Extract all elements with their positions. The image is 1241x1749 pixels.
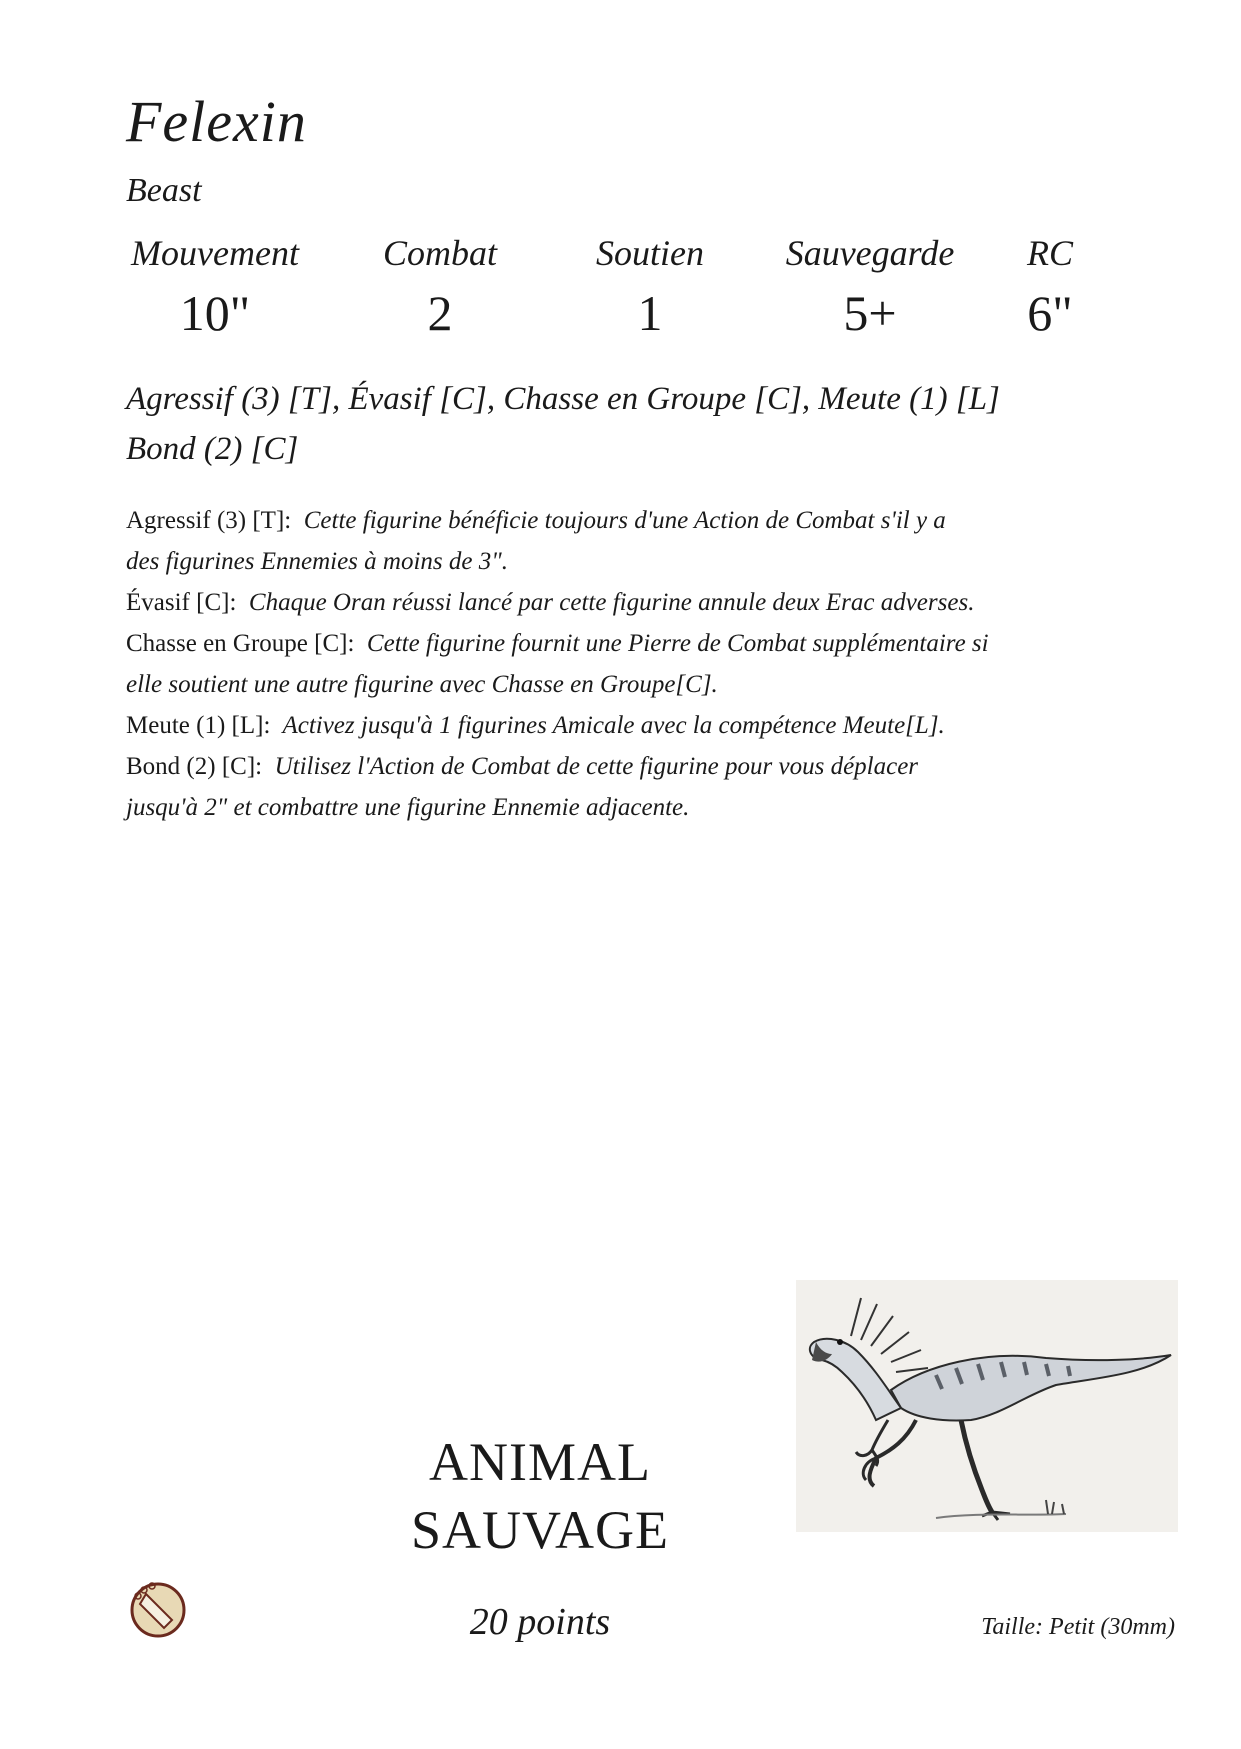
stat-label: Soutien — [596, 233, 704, 273]
rule-text: Utilisez l'Action de Combat de cette figurine pour vous déplacer — [274, 753, 919, 780]
rule-text: Chaque Oran réussi lancé par cette figurine annule deux Erac adverses. — [248, 589, 975, 616]
stat-value: 10" — [179, 285, 251, 341]
stat-value: 1 — [637, 285, 663, 341]
rule-text: Activez jusqu'à 1 figurines Amicale avec la compétence Meute[L]. — [282, 712, 945, 739]
rule-evasif — [126, 582, 1116, 623]
stats-table — [120, 232, 1110, 342]
rule-name: Agressif (3) [T]: — [126, 507, 292, 534]
stat-value: 6" — [1027, 285, 1073, 341]
faction-badge-icon — [126, 1576, 190, 1640]
rule-name: Évasif [C]: — [126, 589, 237, 616]
rule-agressif — [126, 500, 1116, 541]
rule-text: Cette figurine bénéficie toujours d'une Action de Combat s'il y a — [303, 507, 946, 534]
rule-chasse-en-groupe — [126, 623, 1116, 664]
rule-text: Cette figurine fournit une Pierre de Combat supplémentaire si — [366, 630, 989, 657]
card-title: Felexin — [126, 89, 307, 154]
stat-mouvement — [120, 232, 310, 342]
rule-bond — [126, 746, 1116, 787]
rule-meute — [126, 705, 1116, 746]
rule-continuation: jusqu'à 2" et combattre une figurine Ennemie adjacente. — [126, 794, 690, 821]
rule-continuation: elle soutient une autre figurine avec Chasse en Groupe[C]. — [126, 671, 718, 698]
ability-line: Bond (2) [C] — [126, 431, 299, 467]
faction-label — [290, 1428, 790, 1564]
rule-name: Bond (2) [C]: — [126, 753, 263, 780]
stat-label: Sauvegarde — [785, 233, 955, 273]
stat-soutien — [560, 232, 740, 342]
stat-value: 5+ — [843, 285, 897, 341]
stat-label: RC — [1026, 233, 1073, 273]
faction-line: ANIMAL — [429, 1432, 651, 1492]
stat-combat — [350, 232, 530, 342]
ability-list — [126, 374, 1106, 474]
creature-illustration — [796, 1280, 1178, 1532]
faction-line: SAUVAGE — [410, 1500, 670, 1560]
rule-name: Chasse en Groupe [C]: — [126, 630, 355, 657]
stat-label: Combat — [382, 233, 497, 273]
raptor-illustration — [796, 1280, 1178, 1532]
stat-value: 2 — [427, 285, 453, 341]
rule-continuation: des figurines Ennemies à moins de 3". — [126, 548, 508, 575]
rule-name: Meute (1) [L]: — [126, 712, 271, 739]
card-type: Beast — [126, 172, 202, 209]
stat-sauvegarde — [760, 232, 980, 342]
rules-text — [126, 500, 1116, 828]
base-size: Taille: Petit (30mm) — [981, 1614, 1175, 1640]
points-cost: 20 points — [469, 1601, 611, 1643]
stat-rc — [1000, 232, 1100, 342]
ability-line: Agressif (3) [T], Évasif [C], Chasse en Groupe [C], Meute (1) [L] — [126, 381, 1000, 417]
stat-label: Mouvement — [131, 233, 299, 273]
